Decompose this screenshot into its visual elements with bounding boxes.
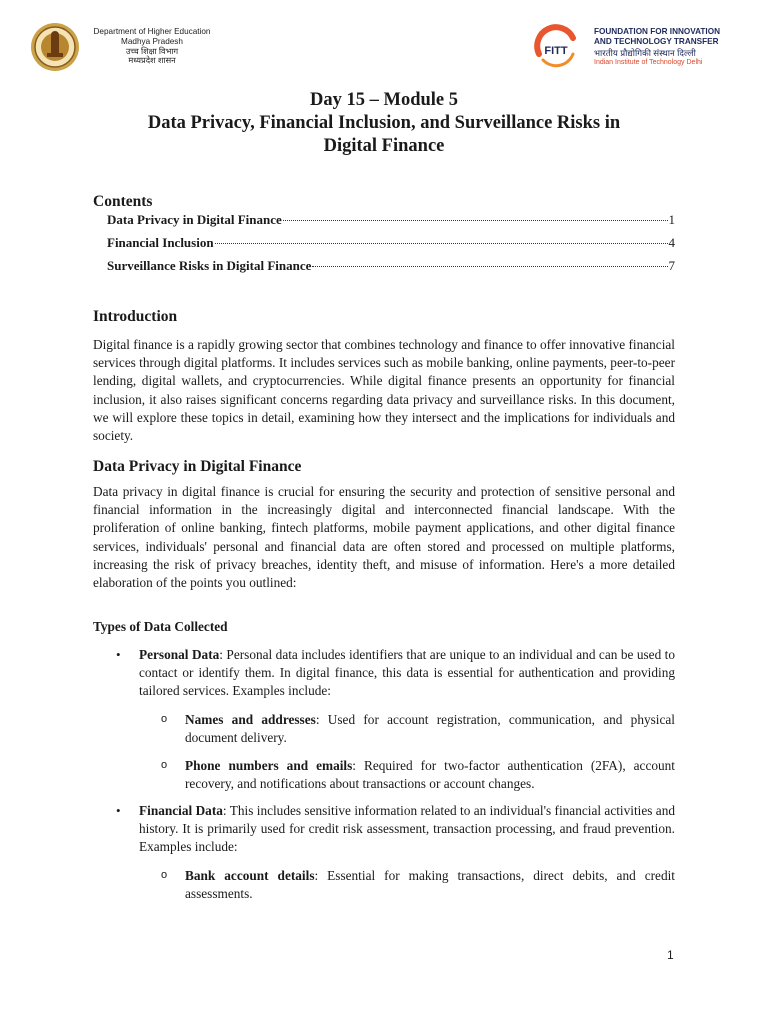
- sub-bullet-icon: o: [161, 869, 168, 881]
- department-name: Department of Higher Education Madhya Pradesh उच्च शिक्षा विभाग मध्यप्रदेश शासन: [93, 27, 211, 66]
- toc-label[interactable]: Financial Inclusion: [107, 235, 214, 250]
- list-item-names-addresses: [185, 711, 675, 747]
- toc-leader: [215, 243, 668, 244]
- contents-heading: Contents: [93, 193, 153, 210]
- toc-entry-surveillance-risks[interactable]: [107, 258, 675, 274]
- term-names-addresses: Names and addresses: [185, 712, 316, 727]
- data-privacy-heading: Data Privacy in Digital Finance: [93, 458, 302, 475]
- introduction-heading: Introduction: [93, 308, 178, 325]
- list-item-phone-emails: [185, 757, 675, 793]
- toc-label[interactable]: Data Privacy in Digital Finance: [107, 212, 282, 227]
- desc-phone-emails: : Required for two-factor authentication (2FA), account recovery, and notifications about transactions or account changes.: [185, 758, 675, 792]
- desc-financial-data: : This includes sensitive information related to an individual's financial activities and history. It is primarily used for credit risk assessment, transaction processing, and fraud prevention. Examples include:: [139, 803, 675, 855]
- introduction-paragraph: Digital finance is a rapidly growing sector that combines technology and finance to offer innovative financial services through digital platforms. It includes services such as mobile banking, online payments, peer-to-peer lending, digital wallets, and cryptocurrencies. While digital finance presents an opportunity for financial inclusion, it also raises significant concerns regarding data privacy and surveillance risks. In this document, we will explore these topics in detail, examining how they intersect and the implications for individuals and society.: [93, 337, 675, 444]
- toc-leader: [283, 220, 668, 221]
- page-number: 1: [667, 948, 674, 962]
- bullet-icon: •: [116, 803, 121, 818]
- fitt-organization-name: FOUNDATION FOR INNOVATION AND TECHNOLOGY TRANSFER भारतीय प्रौद्योगिकी संस्थान दिल्ली Indian Institute of Technology Delhi: [594, 27, 720, 67]
- toc-page-number[interactable]: 7: [668, 258, 675, 273]
- term-personal-data: Personal Data: [139, 647, 220, 662]
- title-line-1: Day 15 – Module 5: [310, 90, 458, 110]
- types-of-data-heading: Types of Data Collected: [93, 619, 228, 634]
- desc-personal-data: : Personal data includes identifiers that are unique to an individual and can be used to contact or identify them. In digital finance, this data is essential for authentication and providing tailored services. Examples include:: [139, 647, 676, 699]
- term-phone-emails: Phone numbers and emails: [185, 758, 353, 773]
- data-privacy-paragraph: Data privacy in digital finance is crucial for ensuring the security and protection of sensitive personal and financial information in the increasingly digital and interconnected financial landscape. With the proliferation of online banking, fintech platforms, mobile payment applications, and other digital finance services, individuals' personal and financial data are often stored and processed on multiple platforms, increasing the risk of privacy breaches, identity theft, and misuse of information. Here's a more detailed elaboration of the points you outlined:: [93, 484, 675, 591]
- toc-leader: [312, 266, 667, 267]
- page-header: [0, 0, 768, 80]
- desc-bank-account: : Essential for making transactions, direct debits, and credit assessments.: [185, 868, 675, 902]
- toc-page-number[interactable]: 4: [668, 235, 675, 250]
- list-item-financial-data: [139, 802, 675, 857]
- document-title: [93, 89, 675, 158]
- toc-entry-data-privacy[interactable]: [107, 212, 675, 228]
- term-financial-data: Financial Data: [139, 803, 223, 818]
- term-bank-account: Bank account details: [185, 868, 315, 883]
- toc-label[interactable]: Surveillance Risks in Digital Finance: [107, 258, 312, 273]
- bullet-icon: •: [116, 647, 121, 662]
- list-item-bank-account: [185, 867, 675, 903]
- fitt-logo-text: FITT: [544, 45, 568, 57]
- title-line-2: Data Privacy, Financial Inclusion, and Surveillance Risks in: [147, 113, 621, 133]
- toc-entry-financial-inclusion[interactable]: [107, 235, 675, 251]
- mp-government-emblem-icon: [30, 22, 80, 72]
- sub-bullet-icon: o: [161, 759, 168, 771]
- fitt-logo-icon: [533, 24, 579, 70]
- list-item-personal-data: [139, 646, 675, 701]
- sub-bullet-icon: o: [161, 713, 168, 725]
- desc-names-addresses: : Used for account registration, communication, and physical document delivery.: [185, 712, 675, 746]
- toc-page-number[interactable]: 1: [668, 212, 675, 227]
- title-line-3: Digital Finance: [323, 136, 445, 156]
